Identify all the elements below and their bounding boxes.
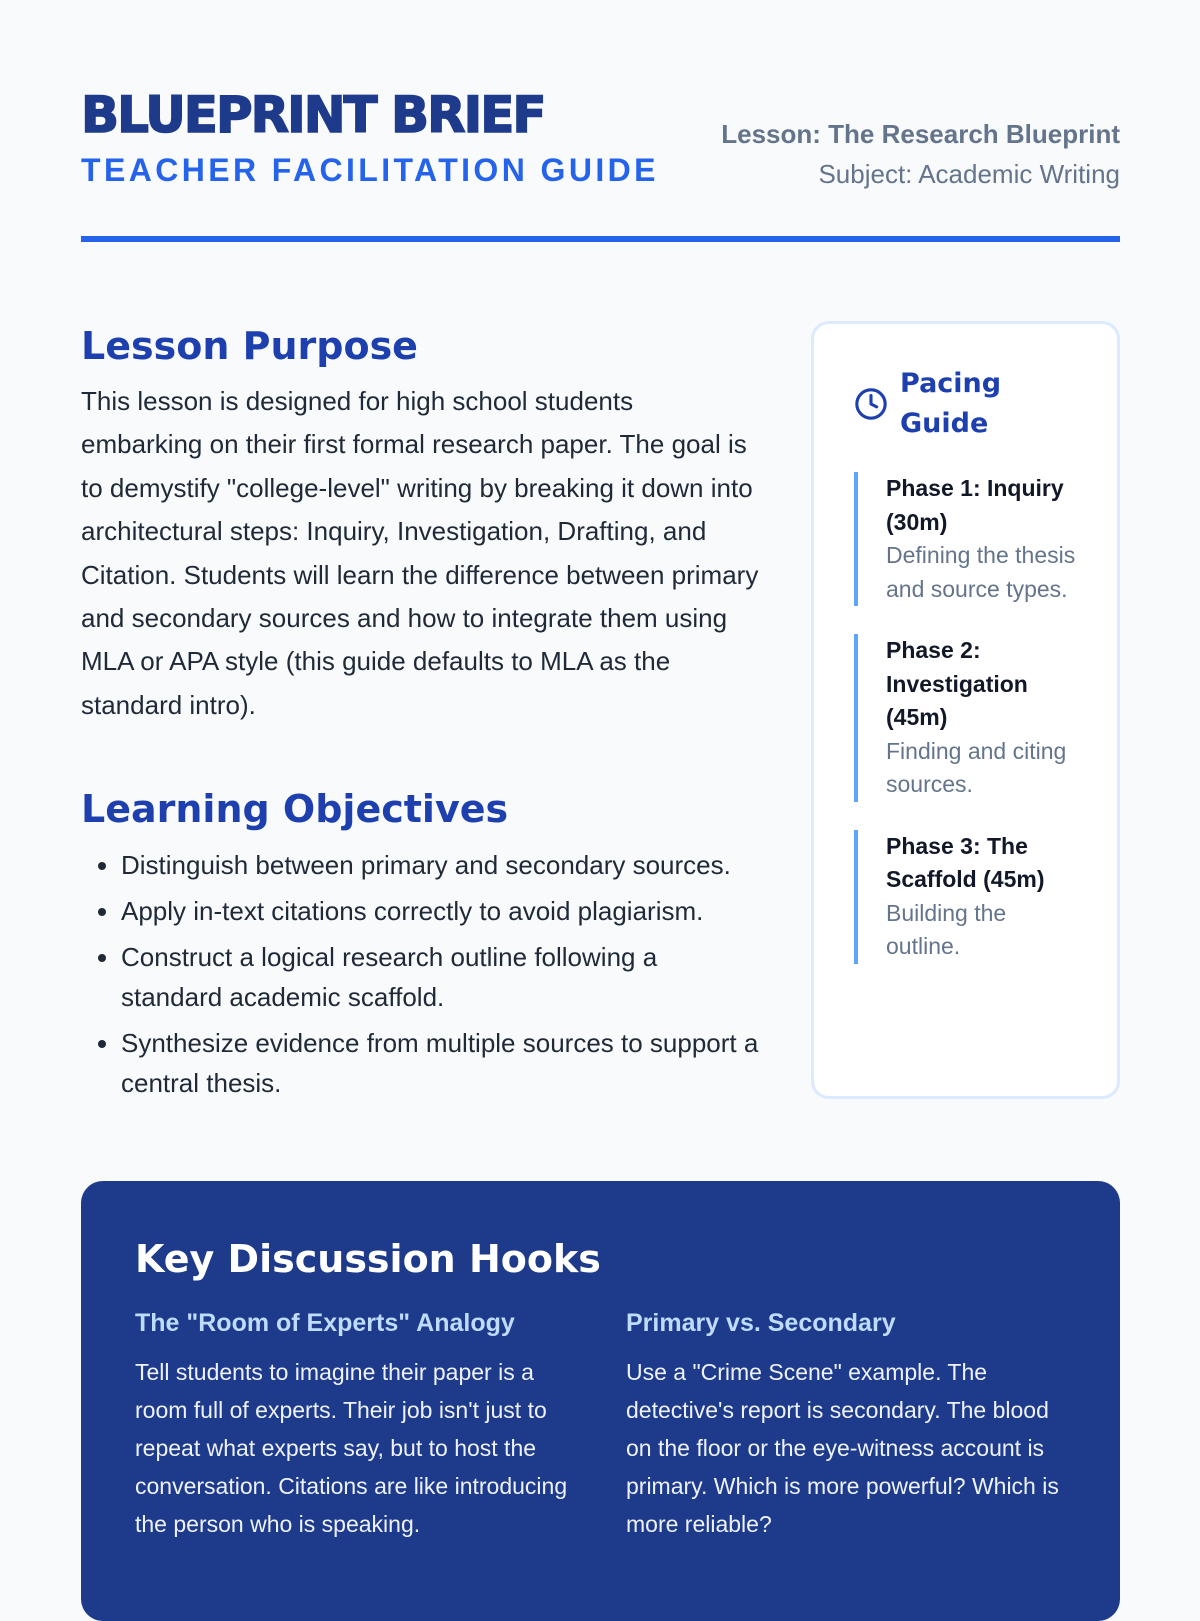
page [81, 0, 1120, 1537]
purpose-heading: Lesson Purpose [81, 324, 418, 368]
lesson-name: Lesson: The Research Blueprint [721, 119, 1120, 149]
hook-title: The "Room of Experts" Analogy [135, 1309, 515, 1337]
clock-icon [854, 387, 888, 421]
main-column [81, 320, 761, 1109]
lesson-meta [721, 114, 1120, 194]
phase-title: Phase 3: The Scaffold (45m) [886, 832, 1045, 892]
objective-item: • Synthesize evidence from multiple sources to support a central thesis. [121, 1023, 761, 1103]
objective-item: • Construct a logical research outline following a standard academic scaffold. [121, 937, 761, 1017]
objective-item: • Distinguish between primary and secondary sources. [121, 845, 761, 885]
objectives-list [81, 845, 761, 1103]
hooks-heading: Key Discussion Hooks [135, 1237, 601, 1281]
phase-title: Phase 1: Inquiry (30m) [886, 475, 1064, 535]
phase-description: Defining the thesis and source types. [886, 542, 1076, 602]
hook-text: Use a "Crime Scene" example. The detective's report is secondary. The blood on the floor or the eye-witness account is primary. Which is more powerful? Which is more reliable? [626, 1359, 1059, 1537]
hooks-columns [135, 1305, 1066, 1543]
hook-text: Tell students to imagine their paper is a room full of experts. Their job isn't just to repeat what experts say, but to host the conversation. Citations are like introducing the person who is speaking. [135, 1359, 568, 1537]
objective-item: • Apply in-text citations correctly to avoid plagiarism. [121, 891, 761, 931]
objectives-heading: Learning Objectives [81, 787, 509, 832]
phase-item [854, 472, 1079, 606]
pacing-guide-title: Pacing Guide [900, 368, 1002, 439]
hook-card [626, 1305, 1066, 1543]
subject-name: Subject: Academic Writing [818, 159, 1120, 189]
purpose-text: This lesson is designed for high school students embarking on their first formal research paper. The goal is to demystify "college-level" writing by breaking it down into architectural steps: Inquiry, Investigation, Drafting, and Citation. Students will learn the difference between primary and secondary sources and how to integrate them using MLA or APA style (this guide defaults to MLA as the standard intro). [81, 386, 759, 720]
pacing-guide-header [854, 364, 1079, 444]
brand-title: BLUEPRINT BRIEF [81, 86, 545, 144]
phase-description: Building the outline. [886, 899, 1007, 959]
hook-title: Primary vs. Secondary [626, 1309, 896, 1337]
phase-item [854, 830, 1079, 964]
pacing-guide-card [811, 321, 1120, 1099]
header [81, 0, 1120, 242]
phase-title: Phase 2: Investigation (45m) [886, 637, 1028, 730]
phase-description: Finding and citing sources. [886, 737, 1067, 797]
hook-card [135, 1305, 575, 1543]
brand-subtitle: TEACHER FACILITATION GUIDE [81, 152, 659, 188]
discussion-hooks-panel [81, 1181, 1120, 1621]
phase-item [854, 634, 1079, 802]
